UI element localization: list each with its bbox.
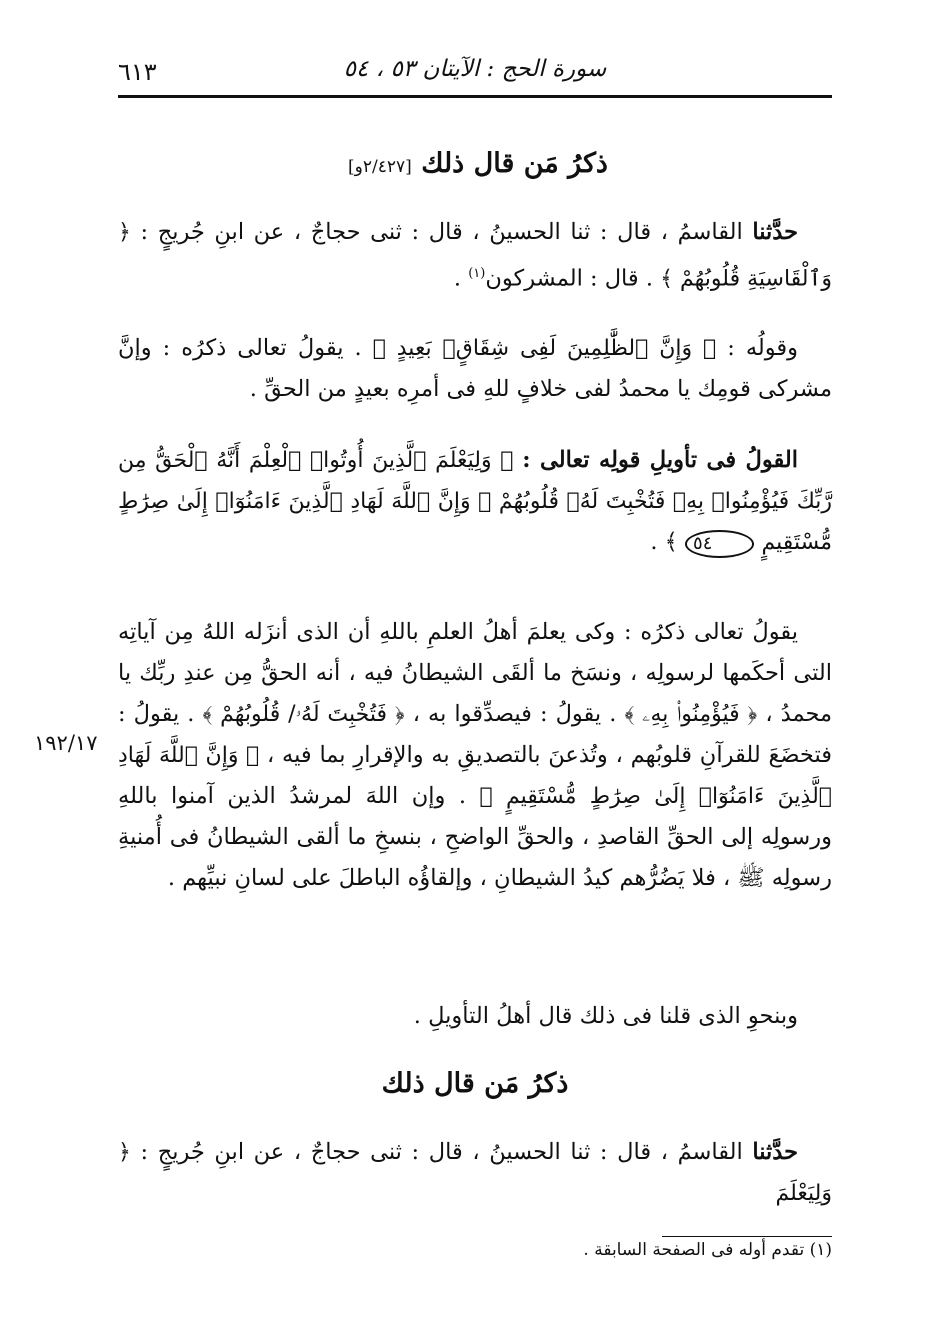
paragraph-lead: حدَّثنا (752, 219, 799, 245)
paragraph-lead: حدَّثنا (752, 1139, 799, 1165)
heading-text: ذكرُ مَن قال ذلك (381, 1068, 569, 1099)
manuscript-ref-tag: [٢/٤٢٧و] (348, 157, 412, 177)
paragraph-text: . يقولُ : فتخضَعَ للقرآنِ قلوبُهم ، وتُذعنَ بالتصديقِ به والإقرارِ بما فيه ، (118, 701, 833, 768)
paragraph (118, 212, 832, 300)
running-title: سورة الحج : الآيتان ٥٣ ، ٥٤ (343, 56, 607, 82)
header-rule (118, 95, 832, 98)
paragraph-text: . يقولُ : فيصدِّقوا به ، (412, 701, 617, 727)
paragraph (118, 996, 832, 1037)
verse-number: ٥٤ (685, 530, 754, 558)
quran-quote: ﴿ فَتُخْبِتَ لَهُۥ/ قُلُوبُهُمْ ﴾ (202, 702, 405, 727)
quran-quote: ﴿ فَيُؤْمِنُوا۟ بِهِۦ ﴾ (624, 702, 758, 727)
section-heading (118, 148, 832, 179)
paragraph-text: ﴾ . (650, 529, 678, 555)
paragraph-text: . يقولُ تعالى ذكرُه : وإنَّ مشركى قومِك يا محمدُ لفى خلافٍ للهِ فى أمرِه بعيدٍ من الحقِّ . (118, 335, 832, 402)
paragraph-text: . وإن اللهَ لمرشدُ الذين آمنوا باللهِ ورسولِه إلى الحقِّ القاصدِ ، والحقِّ الواضحِ ، بنسخِ ما ألقى الشيطانُ فى أُمنيةِ رسولِه ﷺ ، فلا يَضُرُّهم كيدُ الشيطانِ ، وإلقاؤُه الباطلَ على لسانِ نبيِّهم . (118, 783, 832, 891)
paragraph (118, 440, 832, 563)
paragraph-text: . (453, 265, 462, 292)
footnote: (١) تقدم أوله فى الصفحة السابقة . (583, 1240, 832, 1260)
paragraph-text: وقولُه : (727, 335, 798, 361)
margin-reference: ١٩٢/١٧ (34, 731, 98, 755)
paragraph-text: يقولُ تعالى ذكرُه : وكى يعلمَ أهلُ العلمِ باللهِ أن الذى أنزَله اللهُ مِن آياتِه التى أحكَمها لرسولِه ، ونسَخ ما ألقَى الشيطانُ فيه ، أنه الحقُّ مِن عندِ ربِّك يا محمدُ ، (118, 619, 833, 727)
quran-quote: ﴿ وَلِيَعْلَمَ ٱلَّذِينَ أُوتُوا۟ ٱلْعِلْمَ أَنَّهُ ٱلْحَقُّ مِن رَّبِّكَ فَيُؤْمِنُوا۟ بِهِۦ فَتُخْبِتَ لَهُۥ قُلُوبُهُمْ ۗ وَإِنَّ ٱللَّهَ لَهَادِ ٱلَّذِينَ ءَامَنُوٓا۟ إِلَىٰ صِرَٰطٍ مُّسْتَقِيمٍ (118, 448, 832, 555)
footnote-marker: (١) (468, 266, 486, 281)
paragraph-text: القاسمُ ، قال : ثنا الحسينُ ، قال : ثنى حجاجٌ ، عن ابنِ جُريجٍ : (140, 219, 743, 245)
paragraph (118, 612, 832, 899)
paragraph-text: وبنحوِ الذى قلنا فى ذلك قال أهلُ التأويلِ . (413, 1003, 798, 1029)
paragraph-lead: القولُ فى تأويلِ قولِه تعالى : (522, 447, 798, 473)
section-heading (118, 1068, 832, 1099)
paragraph (118, 328, 832, 410)
paragraph (118, 1132, 832, 1214)
heading-text: ذكرُ مَن قال ذلك (421, 148, 608, 179)
quran-quote: ﴿ وَٱلْقَاسِيَةِ قُلُوبُهُمْ ﴾ (118, 220, 832, 292)
quran-quote: ﴿ وَلِيَعْلَمَ (118, 1140, 832, 1206)
running-header (118, 52, 832, 92)
paragraph-text: القاسمُ ، قال : ثنا الحسينُ ، قال : ثنى حجاجٌ ، عن ابنِ جُريجٍ : (140, 1139, 743, 1165)
page-number: ٦١٣ (118, 58, 157, 86)
quran-quote: ﴿ وَإِنَّ ٱلظَّٰلِمِينَ لَفِى شِقَاقٍۭ بَعِيدٍ ﴾ (372, 336, 717, 361)
paragraph-text: . قال : المشركون (485, 265, 653, 292)
footnote-rule (662, 1236, 832, 1237)
quran-quote: ﴿ وَإِنَّ ٱللَّهَ لَهَادِ ٱلَّذِينَ ءَامَنُوٓا۟ إِلَىٰ صِرَٰطٍ مُّسْتَقِيمٍ ﴾ (118, 743, 832, 809)
